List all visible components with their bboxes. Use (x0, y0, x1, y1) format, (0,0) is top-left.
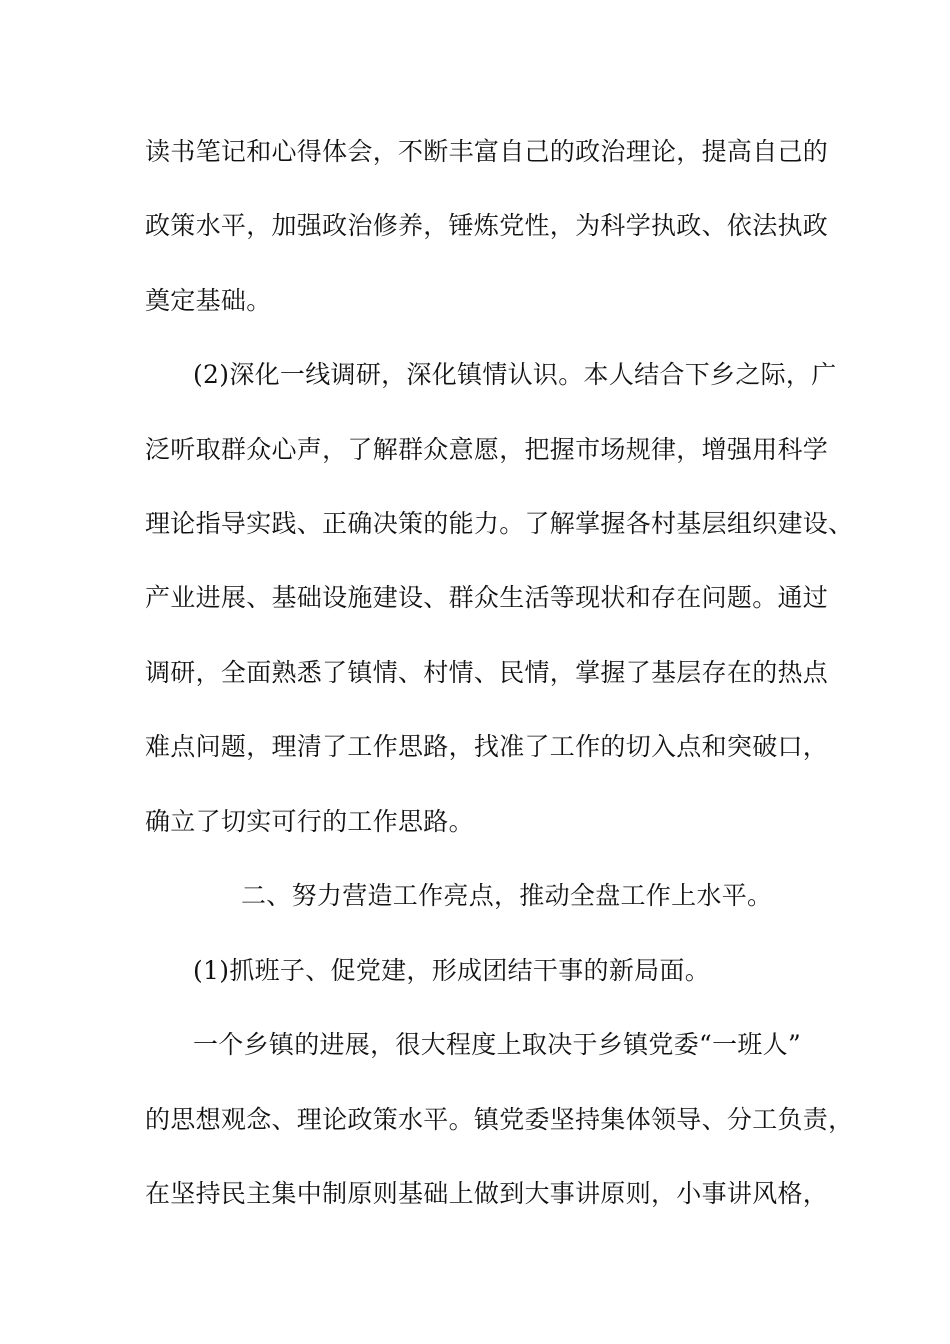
paragraph-line: 政策水平，加强政治修养，锤炼党性，为科学执政、依法执政 (145, 211, 829, 240)
paragraph-line: 泛听取群众心声，了解群众意愿，把握市场规律，增强用科学 (145, 435, 829, 464)
paragraph-line: 的思想观念、理论政策水平。镇党委坚持集体领导、分工负责， (145, 1105, 854, 1134)
paragraph-line: 理论指导实践、正确决策的能力。了解掌握各村基层组织建设、 (145, 509, 854, 538)
paragraph-line: 调研，全面熟悉了镇情、村情、民情，掌握了基层存在的热点 (145, 658, 829, 687)
paragraph-line: 读书笔记和心得体会，不断丰富自己的政治理论，提高自己的 (145, 137, 829, 166)
paragraph-line: 难点问题，理清了工作思路，找准了工作的切入点和突破口， (145, 732, 829, 761)
paragraph-line: 确立了切实可行的工作思路。 (145, 807, 474, 836)
paragraph-line: (2)深化一线调研，深化镇情认识。本人结合下乡之际，广 (193, 360, 837, 389)
paragraph-line: 奠定基础。 (145, 286, 272, 315)
paragraph-line: 一个乡镇的进展，很大程度上取决于乡镇党委“一班人” (193, 1030, 802, 1059)
subsection-heading: (1)抓班子、促党建，形成团结干事的新局面。 (193, 956, 711, 985)
section-heading: 二、努力营造工作亮点，推动全盘工作上水平。 (241, 881, 773, 910)
paragraph-line: 在坚持民主集中制原则基础上做到大事讲原则，小事讲风格， (145, 1179, 829, 1208)
paragraph-line: 产业进展、基础设施建设、群众生活等现状和存在问题。通过 (145, 583, 829, 612)
